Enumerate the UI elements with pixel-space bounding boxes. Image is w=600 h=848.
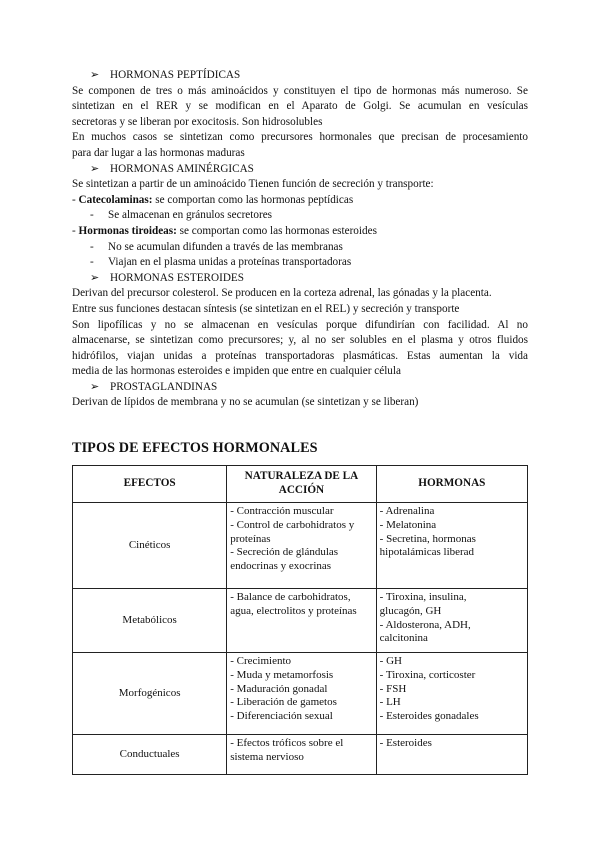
sub-item: - Viajan en el plasma unidas a proteínas transportadoras bbox=[90, 256, 352, 269]
cell-line: - Tiroxina, insulina, bbox=[379, 591, 467, 603]
cell-line: - FSH bbox=[379, 682, 407, 695]
sub-item: - No se acumulan difunden a través de las membranas bbox=[90, 240, 343, 253]
cell-efecto: Morfogénicos bbox=[73, 653, 227, 735]
sub-item: - Se almacenan en gránulos secretores bbox=[90, 209, 273, 222]
cell-line: - LH bbox=[379, 696, 401, 709]
table-row bbox=[73, 503, 528, 589]
cell-line: - Control de carbohidratos y bbox=[230, 518, 355, 531]
cell-line: - Contracción muscular bbox=[230, 505, 334, 517]
cell-line: proteínas bbox=[230, 532, 271, 545]
cell-line: - Crecimiento bbox=[230, 655, 292, 667]
cell-hormonas bbox=[376, 735, 527, 775]
paragraph-line: para dar lugar a las hormonas maduras bbox=[72, 146, 245, 159]
cell-line: - Esteroides bbox=[379, 737, 432, 749]
cell-naturaleza bbox=[227, 653, 376, 735]
table-row bbox=[73, 735, 528, 775]
cell-line: agua, electrolitos y proteínas bbox=[230, 604, 357, 617]
cell-line: - Balance de carbohidratos, bbox=[230, 591, 351, 603]
arrow-bullet-icon: ➢ bbox=[90, 380, 100, 393]
paragraph-line: Derivan de lípidos de membrana y no se acumulan (se sintetizan y se liberan) bbox=[72, 396, 419, 409]
tiroideas-item: - Hormonas tiroideas: se comportan como las hormonas esteroides bbox=[72, 224, 377, 237]
cell-line: - Adrenalina bbox=[379, 505, 435, 517]
cell-line: - Liberación de gametos bbox=[230, 696, 337, 709]
cell-line: hipotalámicas liberad bbox=[379, 546, 475, 559]
cell-naturaleza bbox=[227, 589, 376, 653]
cell-line: sistema nervioso bbox=[230, 750, 304, 763]
paragraph-line: secretoras y se liberan por exocitosis. Son hidrosolubles bbox=[72, 115, 323, 128]
cell-efecto: Metabólicos bbox=[73, 589, 227, 653]
effects-table bbox=[72, 465, 528, 775]
cell-line: - Secreción de glándulas bbox=[230, 546, 339, 559]
arrow-bullet-icon: ➢ bbox=[90, 69, 100, 81]
arrow-bullet-icon: ➢ bbox=[90, 271, 100, 284]
cell-line: - GH bbox=[379, 655, 402, 667]
cell-hormonas bbox=[376, 589, 527, 653]
cell-hormonas bbox=[376, 653, 527, 735]
cell-line: - Melatonina bbox=[379, 518, 437, 531]
paragraph-line: Derivan del precursor colesterol. Se producen en la corteza adrenal, las gónadas y la placenta. bbox=[72, 287, 492, 300]
cell-efecto: Conductuales bbox=[73, 735, 227, 775]
cell-naturaleza bbox=[227, 503, 376, 589]
cell-line: - Tiroxina, corticoster bbox=[379, 668, 476, 681]
cell-line: - Maduración gonadal bbox=[230, 682, 328, 695]
table-header-row bbox=[73, 466, 528, 503]
cell-line: - Diferenciación sexual bbox=[230, 710, 333, 723]
paragraph-line: Se componen de tres o más aminoácidos y constituyen el tipo de hormonas más numeroso. Se bbox=[72, 84, 528, 97]
cell-line: - Secretina, hormonas bbox=[379, 532, 476, 545]
cell-line: - Muda y metamorfosis bbox=[230, 668, 334, 681]
paragraph-line: En muchos casos se sintetizan como precursores hormonales que precisan de procesamiento bbox=[72, 131, 528, 144]
paragraph-line: Entre sus funciones destacan síntesis (se sintetizan en el REL) y secreción y transporte bbox=[72, 302, 460, 315]
heading-peptidicas: ➢ HORMONAS PEPTÍDICAS bbox=[72, 68, 528, 84]
paragraph-line: sintetizan en el RER y se modifican en el Aparato de Golgi. Se acumulan en vesículas bbox=[72, 100, 528, 113]
cell-line: - Esteroides gonadales bbox=[379, 710, 479, 723]
document-body bbox=[72, 68, 528, 411]
cell-line: calcitonina bbox=[379, 632, 428, 645]
paragraph-line: hidrófilos, viajan unidas a proteínas transportadoras plasmáticas. Estas aumentan la vida bbox=[72, 349, 528, 362]
heading-esteroides: ➢ HORMONAS ESTEROIDES bbox=[72, 271, 528, 287]
cell-efecto: Cinéticos bbox=[73, 503, 227, 589]
paragraph-line: almacenarse, se sintetizan como precursores; y, al no ser solubles en el plasma y otros fluidos bbox=[72, 334, 528, 347]
cell-line: - Aldosterona, ADH, bbox=[379, 618, 471, 631]
header-hormonas: HORMONAS bbox=[376, 466, 527, 503]
cell-line: - Efectos tróficos sobre el bbox=[230, 737, 344, 749]
header-efectos: EFECTOS bbox=[73, 466, 227, 503]
cell-line: endocrinas y exocrinas bbox=[230, 560, 332, 573]
cell-naturaleza bbox=[227, 735, 376, 775]
table-title: TIPOS DE EFECTOS HORMONALES bbox=[72, 440, 318, 456]
heading-aminergicas: ➢ HORMONAS AMINÉRGICAS bbox=[72, 162, 528, 178]
table-row bbox=[73, 589, 528, 653]
cell-hormonas bbox=[376, 503, 527, 589]
paragraph-line: media de las hormonas esteroides e impiden que entre en cualquier célula bbox=[72, 365, 401, 378]
catecolaminas-item: - Catecolaminas: se comportan como las hormonas peptídicas bbox=[72, 193, 354, 206]
table-row bbox=[73, 653, 528, 735]
arrow-bullet-icon: ➢ bbox=[90, 162, 100, 175]
paragraph-line: Son lipofílicas y no se almacenan en vesículas porque difundirían con facilidad. Al no bbox=[72, 318, 528, 331]
header-naturaleza: NATURALEZA DE LA ACCIÓN bbox=[227, 466, 376, 503]
heading-prostaglandinas: ➢ PROSTAGLANDINAS bbox=[72, 380, 528, 396]
cell-line: glucagón, GH bbox=[379, 604, 442, 617]
paragraph-line: Se sintetizan a partir de un aminoácido Tienen función de secreción y transporte: bbox=[72, 178, 434, 191]
